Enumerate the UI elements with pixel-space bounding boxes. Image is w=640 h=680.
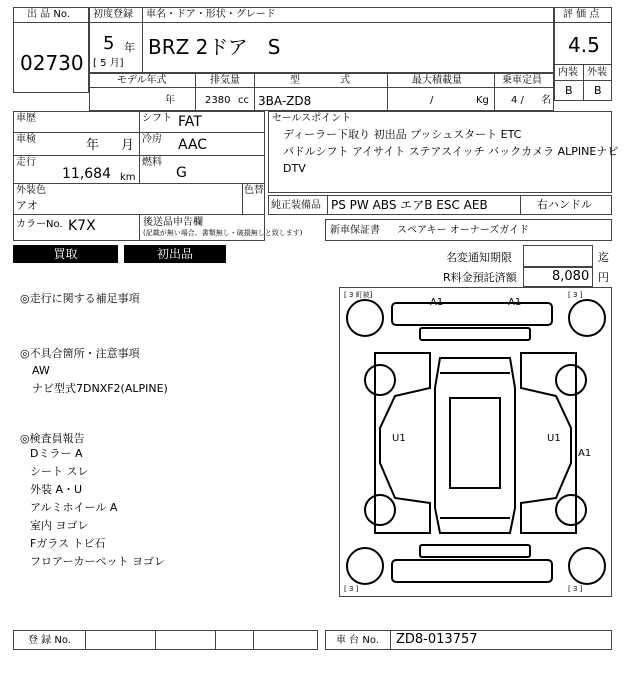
type-label: 型 式 — [290, 75, 350, 86]
shift-label: シフト — [142, 113, 172, 124]
sales-line-1: ディーラー下取り 初出品 プッシュスタート ETC — [283, 128, 522, 141]
ext-color-value: アオ — [16, 199, 38, 212]
model-year-unit: 年 — [165, 95, 175, 106]
inspector-line-4: アルミホイール A — [30, 501, 118, 514]
sales-points-label: セールスポイント — [272, 113, 352, 124]
warranty-items: スペアキー オーナーズガイド — [397, 225, 529, 236]
first-reg-year-unit: 年 — [124, 41, 135, 54]
equipment-items: PS PW ABS エアB ESC AEB — [331, 198, 488, 212]
interior-grade: B — [565, 84, 573, 97]
diagram-corner-br: [ 3 ] — [568, 585, 583, 593]
max-load-unit: Kg — [476, 95, 489, 106]
damage-mark-u1-left: U1 — [392, 433, 406, 444]
aftermarket-note: (記載が無い場合、書類無し・破損無しと致します) — [143, 229, 303, 237]
recolor-label: 色替 — [244, 185, 264, 196]
damage-mark-a1-front-left: A1 — [430, 297, 444, 308]
warranty-label: 新車保証書 — [330, 225, 380, 236]
diagram-corner-tr: [ 3 ] — [568, 291, 583, 299]
exterior-label: 外装 — [587, 67, 607, 78]
lot-label: 出 品 No. — [27, 9, 70, 20]
inspector-line-2: シート スレ — [30, 465, 89, 478]
inspector-line-6: Fガラス トビ石 — [30, 537, 106, 550]
displacement-value: 2380 — [205, 95, 231, 106]
shift-value: FAT — [178, 114, 202, 130]
driving-notes-header: ◎走行に関する補足事項 — [20, 292, 140, 305]
interior-label: 内装 — [558, 67, 578, 78]
reg-no-label: 登 録 No. — [28, 635, 71, 646]
sales-line-2: パドルシフト アイサイト ステアスイッチ バックカメラ ALPINEナビ — [283, 145, 619, 158]
damage-mark-u1-right: U1 — [547, 433, 561, 444]
type-value: 3BA-ZD8 — [258, 94, 312, 108]
exterior-grade: B — [594, 84, 602, 97]
recycle-label: R料金預託済額 — [443, 271, 517, 284]
diagram-corner-bl: [ 3 ] — [344, 585, 359, 593]
ac-value: AAC — [178, 137, 208, 153]
name-change-field — [523, 245, 593, 267]
name-change-label: 名変通知期限 — [446, 251, 512, 264]
fuel-label: 燃料 — [142, 157, 162, 168]
equipment-label: 純正装備品 — [271, 200, 321, 211]
inspection-month: 月 — [121, 138, 135, 153]
first-listing-bar: 初出品 — [124, 245, 226, 263]
chassis-value: ZD8-013757 — [396, 632, 478, 647]
recycle-unit: 円 — [598, 271, 609, 284]
mileage-value: 11,684 — [62, 166, 111, 182]
color-no-label: カラーNo. — [16, 219, 63, 230]
inspector-line-7: フロアーカーペット ヨゴレ — [30, 555, 165, 568]
car-outline — [340, 288, 611, 596]
first-reg-year: 5 — [103, 33, 115, 54]
first-reg-month: [ 5 月] — [93, 58, 124, 69]
capacity-value: 4 / — [511, 95, 524, 106]
max-load-value: / — [430, 95, 434, 106]
defect-line-2: ナビ型式7DNXF2(ALPINE) — [32, 382, 168, 395]
name-change-suffix: 迄 — [598, 251, 609, 264]
diagram-corner-tl: [ 3 町被] — [344, 291, 373, 299]
chassis-label: 車 台 No. — [336, 635, 379, 646]
aftermarket-label: 後送品申告欄 — [143, 217, 203, 228]
mileage-label: 走行 — [16, 157, 36, 168]
damage-mark-a1-front-right: A1 — [508, 297, 522, 308]
grade-label: 評 価 点 — [563, 9, 600, 20]
mileage-unit: km — [120, 172, 136, 183]
recycle-value: 8,080 — [552, 269, 590, 284]
inspector-line-5: 室内 ヨゴレ — [30, 519, 89, 532]
displacement-unit: cc — [238, 95, 249, 106]
model-label: 車名・ドア・形状・グレード — [146, 9, 276, 20]
steering: 右ハンドル — [537, 198, 592, 211]
model-year-label: モデル年式 — [117, 75, 167, 86]
inspector-line-3: 外装 A・U — [30, 483, 83, 496]
ac-label: 冷房 — [142, 134, 162, 145]
first-reg-label: 初度登録 — [93, 9, 133, 20]
buy-bar: 買取 — [13, 245, 118, 263]
ext-color-label: 外装色 — [16, 185, 46, 196]
max-load-label: 最大積載量 — [412, 75, 462, 86]
defects-header: ◎不具合箇所・注意事項 — [20, 347, 140, 360]
inspector-line-1: Dミラー A — [30, 447, 83, 460]
sales-line-3: DTV — [283, 162, 306, 175]
capacity-label: 乗車定員 — [502, 75, 542, 86]
defect-line-1: AW — [32, 364, 50, 377]
fuel-value: G — [176, 165, 187, 181]
capacity-unit: 名 — [541, 95, 551, 106]
damage-mark-a1-right-side: A1 — [578, 448, 592, 459]
car-diagram — [339, 287, 612, 597]
model-name: BRZ 2ドア S — [148, 35, 281, 59]
inspection-label: 車検 — [16, 134, 36, 145]
color-no-value: K7X — [68, 218, 96, 234]
lot-number: 02730 — [20, 51, 84, 75]
displacement-label: 排気量 — [210, 75, 240, 86]
history-label: 車歴 — [16, 113, 36, 124]
inspection-year: 年 — [86, 138, 100, 153]
inspector-header: ◎検査員報告 — [20, 432, 85, 445]
grade-value: 4.5 — [568, 33, 600, 57]
